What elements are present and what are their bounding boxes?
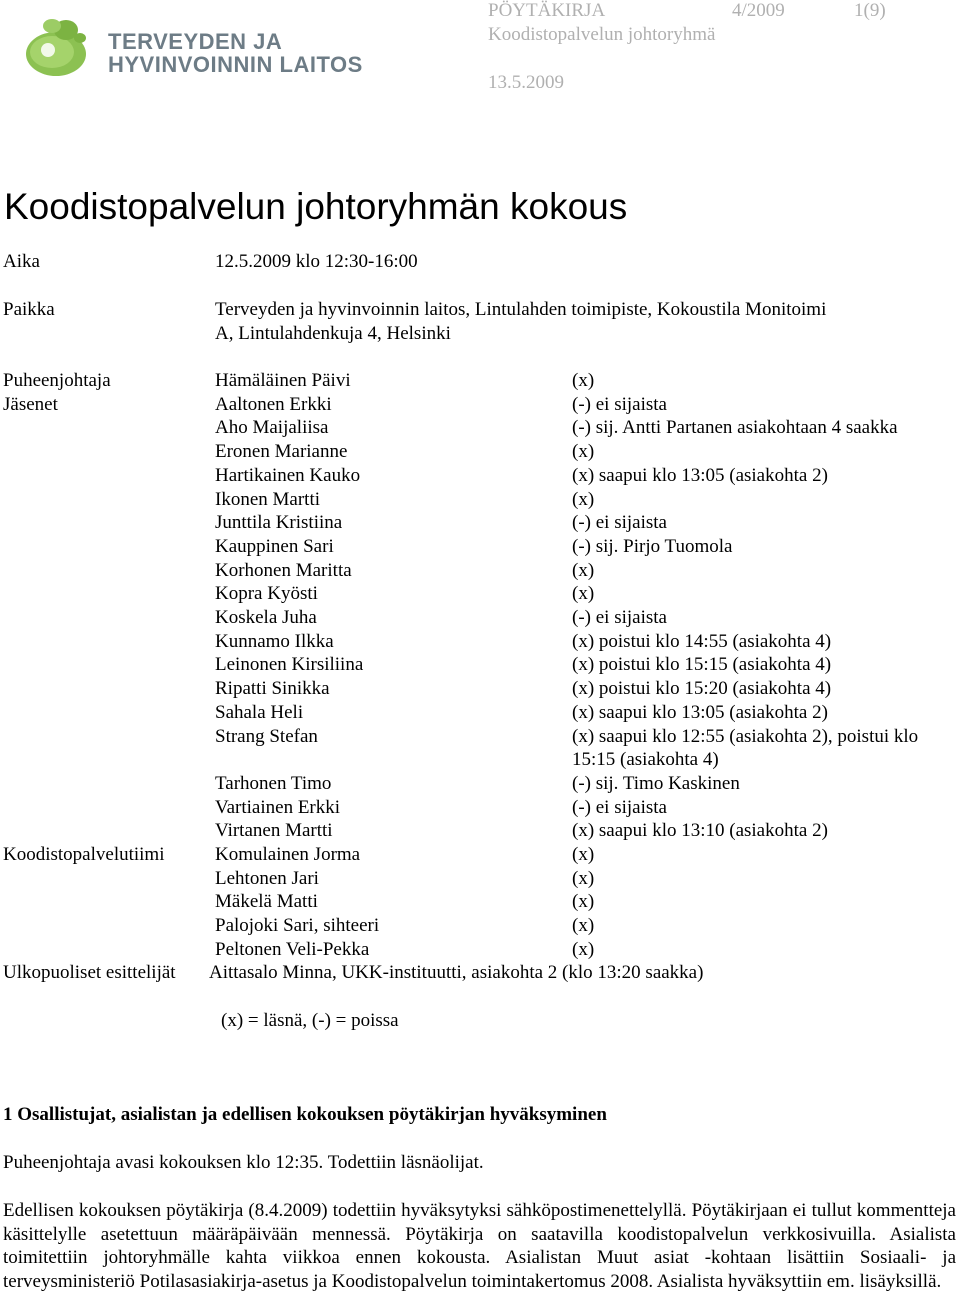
attendee-status: (x) bbox=[572, 441, 595, 463]
paikka-label: Paikka bbox=[3, 299, 55, 320]
page-title: Koodistopalvelun johtoryhmän kokous bbox=[4, 186, 628, 227]
attendee-status: (x) saapui klo 12:55 (asiakohta 2), poistui klo bbox=[572, 725, 919, 747]
attendee-status: (x) poistui klo 15:15 (asiakohta 4) bbox=[572, 654, 832, 676]
attendee-status: (-) ei sijaista bbox=[572, 512, 667, 534]
attendee-status: (x) bbox=[572, 559, 595, 581]
attendee-name: Lehtonen Jari bbox=[215, 867, 319, 889]
group-name: Koodistopalvelun johtoryhmä bbox=[488, 24, 716, 45]
paikka-line-2: A, Lintulahdenkuja 4, Helsinki bbox=[215, 323, 451, 344]
attendee-status: (x) bbox=[572, 938, 595, 960]
attendee-status: (x) bbox=[572, 867, 595, 889]
attendee-name: Leinonen Kirsiliina bbox=[215, 654, 364, 676]
status-legend: (x) = läsnä, (-) = poissa bbox=[221, 1010, 399, 1031]
attendee-status: (x) saapui klo 13:10 (asiakohta 2) bbox=[572, 820, 828, 842]
attendee-status: (x) bbox=[572, 488, 595, 510]
attendee-name: Kopra Kyösti bbox=[215, 583, 318, 605]
section-1-para-1: Puheenjohtaja avasi kokouksen klo 12:35. Todettiin läsnäolijat. bbox=[3, 1152, 484, 1173]
paikka-line-1: Terveyden ja hyvinvoinnin laitos, Lintulahden toimipiste, Kokoustila Monitoimi bbox=[215, 299, 827, 320]
aika-label: Aika bbox=[3, 251, 40, 272]
attendee-status: (-) ei sijaista bbox=[572, 607, 667, 628]
attendee-status: (x) poistui klo 15:20 (asiakohta 4) bbox=[572, 678, 832, 700]
logo-line-2: HYVINVOINNIN LAITOS bbox=[108, 52, 363, 77]
attendee-name: Aaltonen Erkki bbox=[215, 393, 332, 415]
attendee-status: (-) ei sijaista bbox=[572, 796, 667, 818]
doc-number: 4/2009 bbox=[732, 0, 785, 21]
attendee-name: Korhonen Maritta bbox=[215, 559, 352, 581]
attendee-status: (-) ei sijaista bbox=[572, 393, 667, 415]
attendee-role: Jäsenet bbox=[3, 393, 58, 415]
attendee-name: Aho Maijaliisa bbox=[215, 417, 329, 439]
attendee-status: (x) bbox=[572, 891, 595, 913]
attendee-status: (x) bbox=[572, 915, 595, 937]
attendee-status: (x) bbox=[572, 844, 595, 865]
attendee-status: (x) saapui klo 13:05 (asiakohta 2) bbox=[572, 701, 828, 723]
attendee-status: (x) bbox=[572, 370, 595, 391]
attendee-status-continued: 15:15 (asiakohta 4) bbox=[572, 749, 719, 771]
page-number: 1(9) bbox=[854, 0, 886, 21]
attendee-name: Koskela Juha bbox=[215, 607, 317, 628]
attendee-name: Komulainen Jorma bbox=[215, 844, 361, 865]
attendee-name: Ripatti Sinikka bbox=[215, 678, 330, 700]
presenters-value: Aittasalo Minna, UKK-instituutti, asiakohta 2 (klo 13:20 saakka) bbox=[209, 962, 704, 983]
thl-logo bbox=[22, 8, 372, 80]
attendee-status: (x) saapui klo 13:05 (asiakohta 2) bbox=[572, 464, 828, 486]
section-1-para-2: Edellisen kokouksen pöytäkirja (8.4.2009) todettiin hyväksytyksi sähköpostimenettelyllä. Pöytäkirjaan ei tullut kommentteja käsittelylle asetettuun määräpäivään mennessä. Pöytäkirja on saatavilla koodistopalvelun verkkosivuilla. Asialista toimitettiin johtoryhmälle kahta viikkoa ennen kokousta. Asialistan Muut asiat -kohtaan lisättiin Sosiaali- ja terveysministeriö Potilasasiakirja-asetus ja Koodistopalvelun toimintakertomus 2008. Asialista hyväksyttiin em. lisäyksillä. bbox=[3, 1200, 956, 1292]
attendee-name: Kauppinen Sari bbox=[215, 535, 334, 557]
attendee-role: Koodistopalvelutiimi bbox=[3, 844, 165, 865]
attendee-name: Ikonen Martti bbox=[215, 488, 321, 510]
attendee-status: (-) sij. Timo Kaskinen bbox=[572, 772, 740, 794]
attendee-name: Sahala Heli bbox=[215, 701, 304, 723]
attendee-name: Junttila Kristiina bbox=[215, 512, 343, 534]
attendee-name: Hämäläinen Päivi bbox=[215, 370, 351, 391]
attendee-name: Kunnamo Ilkka bbox=[215, 630, 334, 652]
section-1-title: 1 Osallistujat, asialistan ja edellisen kokouksen pöytäkirjan hyväksyminen bbox=[3, 1104, 607, 1125]
doc-type: PÖYTÄKIRJA bbox=[488, 0, 606, 21]
aika-value: 12.5.2009 klo 12:30-16:00 bbox=[215, 251, 418, 272]
attendee-name: Peltonen Veli-Pekka bbox=[215, 938, 370, 960]
attendee-name: Strang Stefan bbox=[215, 725, 318, 747]
logo-line-1: TERVEYDEN JA bbox=[108, 29, 283, 54]
attendee-role: Puheenjohtaja bbox=[3, 370, 111, 391]
attendee-name: Tarhonen Timo bbox=[215, 772, 332, 794]
attendee-name: Eronen Marianne bbox=[215, 441, 348, 463]
attendee-status: (x) poistui klo 14:55 (asiakohta 4) bbox=[572, 630, 832, 652]
attendee-name: Vartiainen Erkki bbox=[215, 796, 341, 818]
logo-wordmark bbox=[108, 30, 363, 76]
attendee-status: (x) bbox=[572, 583, 595, 605]
presenters-label: Ulkopuoliset esittelijät bbox=[3, 962, 176, 983]
attendee-name: Hartikainen Kauko bbox=[215, 464, 361, 486]
attendee-status: (-) sij. Pirjo Tuomola bbox=[572, 535, 733, 557]
thl-leaf-icon bbox=[22, 8, 92, 80]
attendee-name: Mäkelä Matti bbox=[215, 891, 318, 913]
attendee-name: Palojoki Sari, sihteeri bbox=[215, 915, 380, 937]
header-date: 13.5.2009 bbox=[488, 72, 564, 93]
attendee-name: Virtanen Martti bbox=[215, 820, 333, 842]
attendee-status: (-) sij. Antti Partanen asiakohtaan 4 saakka bbox=[572, 417, 898, 439]
